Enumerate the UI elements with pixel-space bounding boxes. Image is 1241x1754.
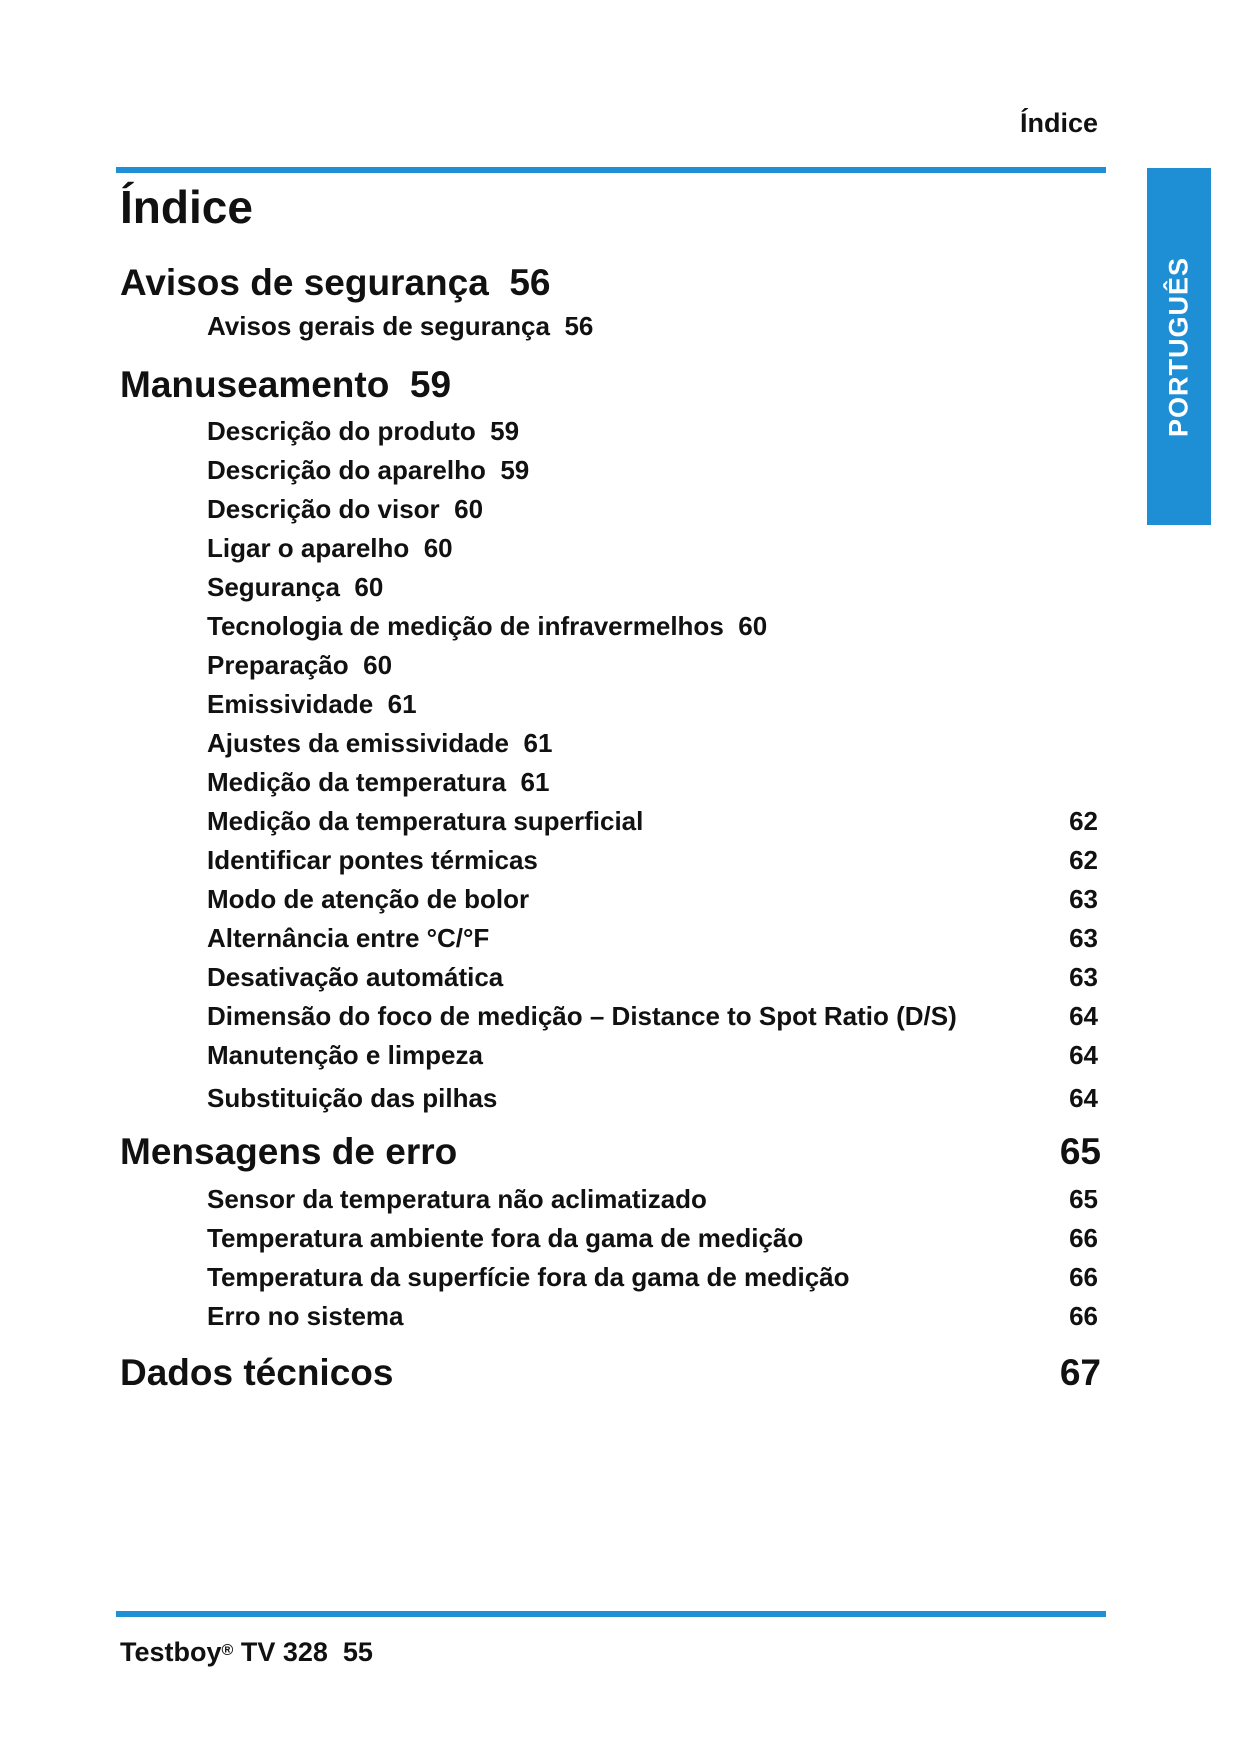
toc-title: Sensor da temperatura não aclimatizado [207,1184,707,1214]
toc-page: 65 [1069,1184,1098,1214]
toc-entry[interactable] [207,311,593,342]
toc-entry[interactable] [207,572,383,603]
toc-title: Desativação automática [207,962,504,992]
toc-title: Emissividade [207,689,374,719]
toc-entry[interactable] [207,767,549,798]
toc-page: 56 [509,262,551,303]
toc-title: Avisos de segurança [120,262,489,303]
toc-title: Ligar o aparelho [207,533,410,563]
toc-title: Mensagens de erro [120,1131,458,1172]
toc-page: 63 [1069,923,1098,953]
toc-entry[interactable] [207,806,643,837]
toc-page: 64 [1069,1040,1098,1070]
toc-page: 60 [738,611,768,641]
toc-title: Erro no sistema [207,1301,404,1331]
toc-page: 60 [363,650,393,680]
toc-title: Substituição das pilhas [207,1083,498,1113]
toc-entry[interactable] [207,728,552,759]
toc-title: Medição da temperatura [207,767,507,797]
toc-title: Segurança [207,572,340,602]
toc-title: Identificar pontes térmicas [207,845,538,875]
toc-page: 61 [523,728,553,758]
toc-title: Manutenção e limpeza [207,1040,483,1070]
toc-entry[interactable] [207,923,489,954]
toc-page: 65 [1059,1131,1101,1172]
toc-entry[interactable] [207,455,529,486]
toc-entry[interactable] [207,533,453,564]
toc-title: Alternância entre °C/°F [207,923,490,953]
toc-page: 66 [1069,1301,1098,1331]
toc-page: 66 [1069,1223,1098,1253]
footer-brand: Testboy [120,1637,222,1667]
page-title: Índice [120,181,253,233]
toc-title: Descrição do produto [207,416,476,446]
toc-entry[interactable] [207,416,519,447]
toc-entry[interactable] [207,1301,404,1332]
toc-title: Temperatura da superfície fora da gama de medição [207,1262,850,1292]
toc-page: 62 [1069,845,1098,875]
toc-entry[interactable] [207,1001,957,1032]
toc-entry[interactable] [207,962,503,993]
toc-entry[interactable] [207,689,417,720]
toc-title: Modo de atenção de bolor [207,884,530,914]
toc-entry[interactable] [207,611,767,642]
toc-page: 67 [1059,1352,1101,1393]
toc-title: Descrição do visor [207,494,440,524]
toc-page: 61 [520,767,550,797]
toc-page: 59 [490,416,520,446]
toc-page: 62 [1069,806,1098,836]
toc-page: 61 [387,689,417,719]
page-footer [120,1637,373,1668]
toc-entry[interactable] [207,1083,497,1114]
toc-page: 60 [454,494,484,524]
toc-entry[interactable] [207,494,483,525]
toc-entry[interactable] [207,845,538,876]
toc-section-title[interactable] [120,1352,393,1394]
toc-title: Dimensão do foco de medição – Distance to Spot Ratio (D/S) [207,1001,957,1031]
running-head: Índice [1019,108,1098,138]
toc-entry[interactable] [207,884,529,915]
toc-entry[interactable] [207,1262,850,1293]
toc-page: 56 [564,311,594,341]
toc-title: Dados técnicos [120,1352,394,1393]
toc-page: 64 [1069,1001,1098,1031]
toc-page: 64 [1069,1083,1098,1113]
toc-title: Tecnologia de medição de infravermelhos [207,611,724,641]
toc-entry[interactable] [207,650,392,681]
footer-model-page: TV 328 55 [240,1637,373,1667]
toc-page: 60 [354,572,384,602]
toc-title: Ajustes da emissividade [207,728,510,758]
toc-title: Avisos gerais de segurança [207,311,550,341]
footer-rule [116,1611,1106,1617]
toc-entry[interactable] [207,1040,483,1071]
toc-title: Temperatura ambiente fora da gama de medição [207,1223,804,1253]
toc-section-title[interactable] [120,262,551,304]
toc-page: 59 [500,455,530,485]
language-tab-label: PORTUGUÊS [1163,256,1194,437]
toc-entry[interactable] [207,1184,707,1215]
toc-page: 59 [409,364,452,405]
toc-page: 63 [1069,962,1098,992]
language-tab [1147,168,1211,525]
toc-title: Medição da temperatura superficial [207,806,644,836]
toc-page: 60 [423,533,453,563]
header-rule [116,167,1106,173]
toc-title: Manuseamento [120,364,390,405]
registered-mark: ® [221,1642,234,1659]
toc-section-title[interactable] [120,364,451,406]
toc-page: 63 [1069,884,1098,914]
toc-entry[interactable] [207,1223,803,1254]
toc-title: Preparação [207,650,349,680]
toc-section-title[interactable] [120,1131,457,1173]
toc-title: Descrição do aparelho [207,455,486,485]
toc-page: 66 [1069,1262,1098,1292]
